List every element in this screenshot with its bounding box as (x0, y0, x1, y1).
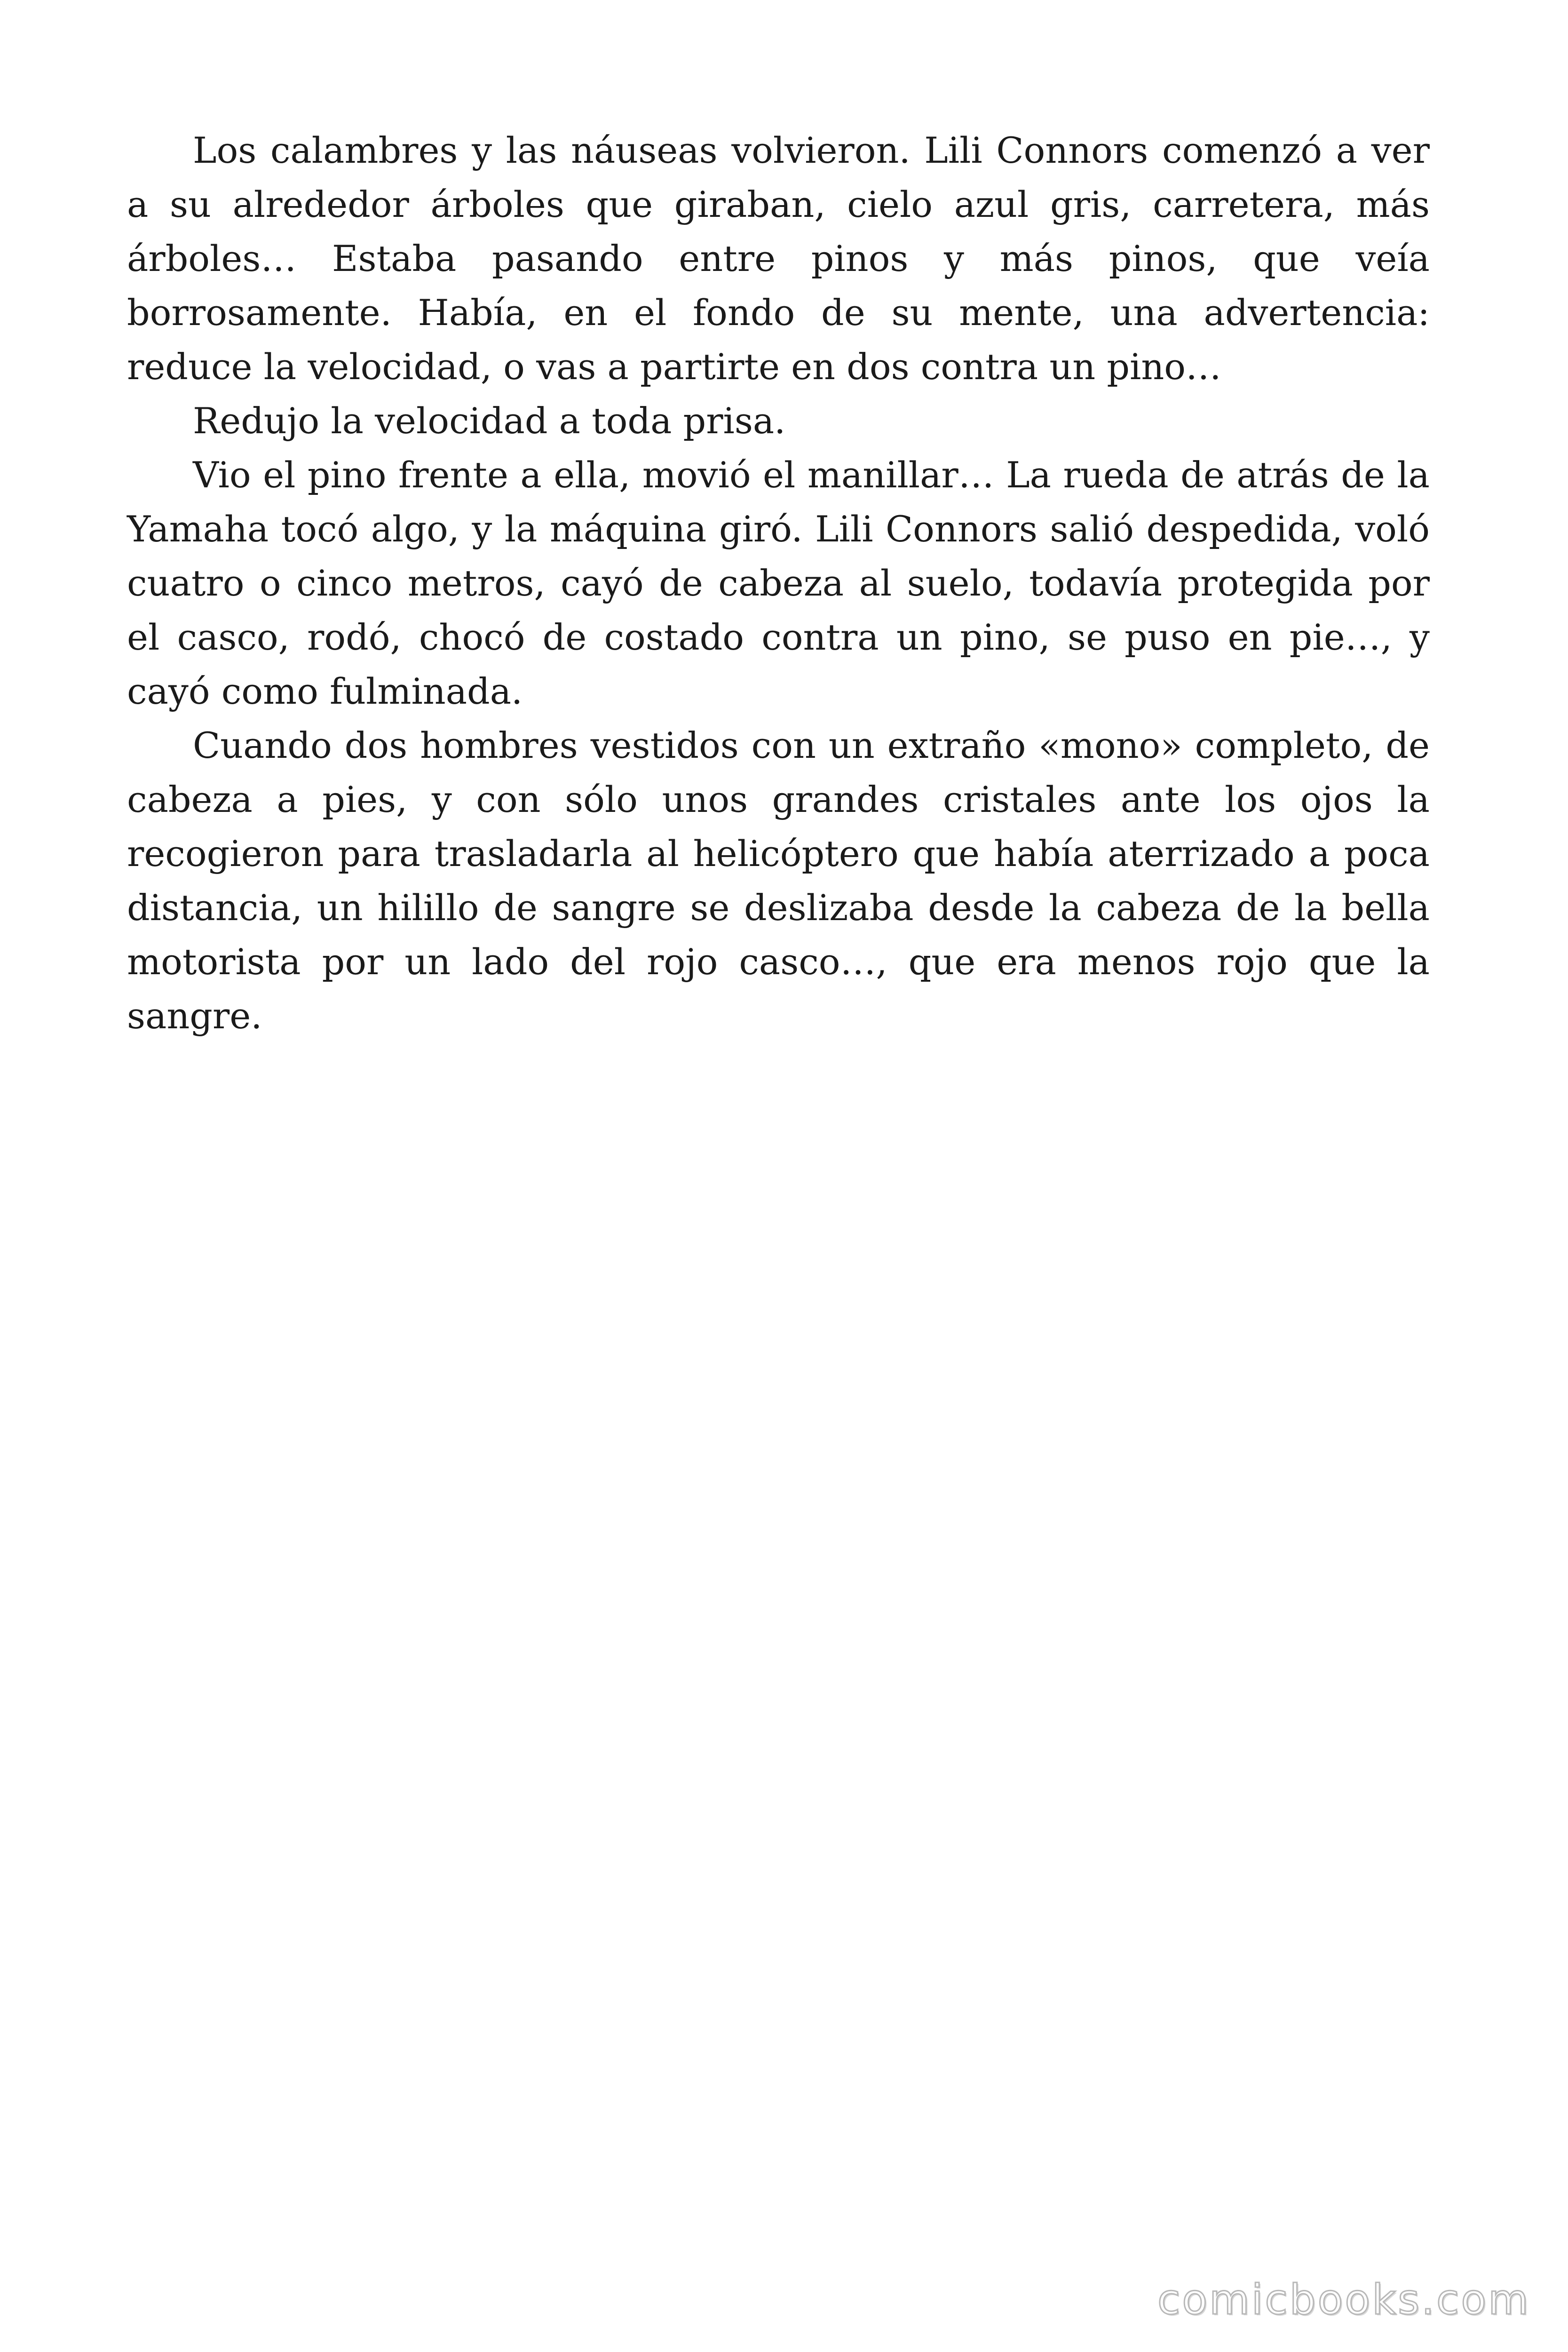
body-text (127, 123, 1430, 1043)
paragraph-3: Vio el pino frente a ella, movió el manillar… La rueda de atrás de la Yamaha tocó algo, y la máquina giró. Lili Connors salió despedida, voló cuatro o cinco metros, cayó de cabeza al suelo, todavía protegida por el casco, rodó, chocó de costado contra un pino, se puso en pie…, y cayó como fulminada. (127, 454, 1430, 712)
paragraph-4: Cuando dos hombres vestidos con un extraño «mono» completo, de cabeza a pies, y con sólo unos grandes cristales ante los ojos la recogieron para trasladarla al helicóptero que había aterrizado a poca distancia, un hilillo de sangre se deslizaba desde la cabeza de la bella motorista por un lado del rojo casco…, que era menos rojo que la sangre. (127, 724, 1430, 1037)
watermark: comicbooks.com (1157, 2275, 1530, 2324)
paragraph-2: Redujo la velocidad a toda prisa. (193, 400, 786, 442)
paragraph-1: Los calambres y las náuseas volvieron. Lili Connors comenzó a ver a su alrededor árboles que giraban, cielo azul gris, carretera, más árboles… Estaba pasando entre pinos y más pinos, que veía borrosamente. Había, en el fondo de su mente, una advertencia: reduce la velocidad, o vas a partirte en dos contra un pino… (127, 129, 1430, 388)
